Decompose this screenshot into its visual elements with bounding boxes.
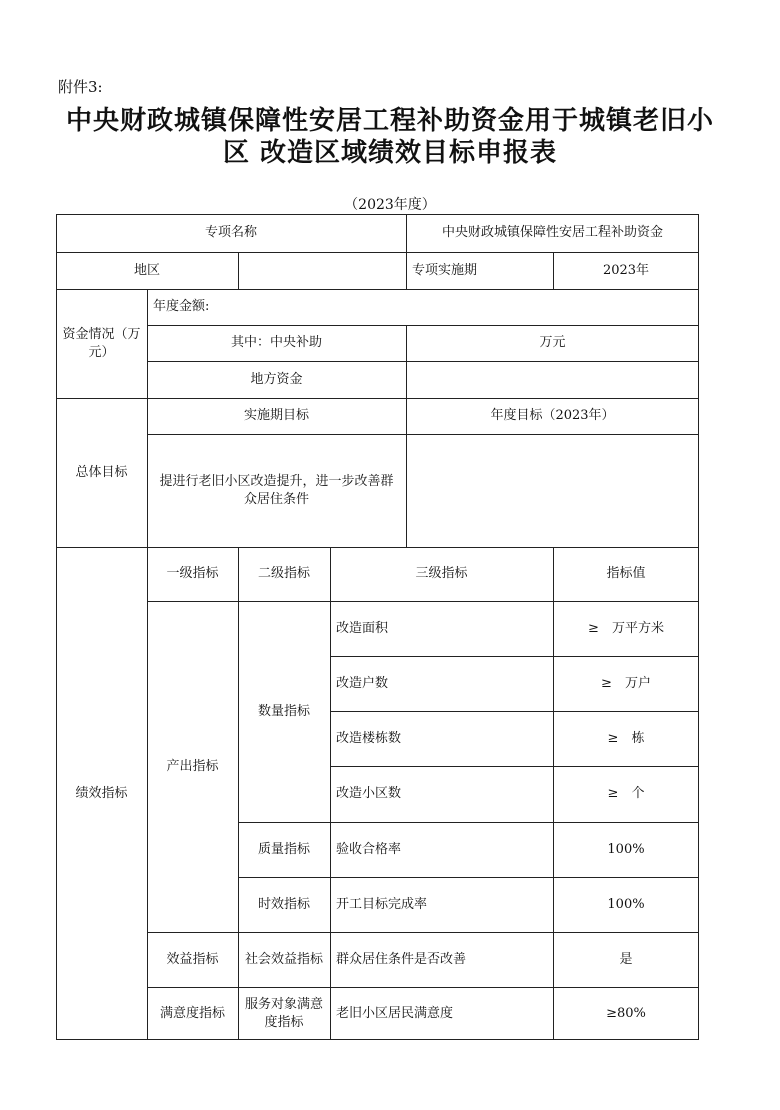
- indicator-value: 100%: [607, 896, 645, 912]
- period-goal-text: 提进行老旧小区改造提升，进一步改善群众居住条件: [159, 473, 394, 507]
- central-subsidy-label: 其中：中央补助: [230, 335, 322, 351]
- annual-amount-label: 年度金额:: [153, 299, 210, 315]
- project-name-label: 专项名称: [204, 225, 257, 241]
- indicator-name: 改造小区数: [336, 786, 402, 802]
- central-subsidy-unit: 万元: [539, 335, 566, 351]
- indicator-name: 老旧小区居民满意度: [336, 1005, 454, 1021]
- indicator-value: ≥ 万平方米: [588, 620, 664, 636]
- indicator-name: 群众居住条件是否改善: [336, 951, 467, 967]
- header-level-2: 二级指标: [257, 566, 310, 582]
- indicator-value: ≥80%: [606, 1005, 646, 1021]
- year-label: （2023年度）: [344, 197, 436, 213]
- quality-indicator-label: 质量指标: [257, 841, 310, 857]
- benefit-indicator-label: 效益指标: [166, 951, 219, 967]
- region-value: [238, 252, 406, 289]
- region-label: 地区: [133, 262, 160, 278]
- attachment-label: 附件3:: [58, 78, 103, 96]
- output-indicator-label: 产出指标: [166, 758, 219, 774]
- local-funds-value: [406, 361, 699, 398]
- indicator-value: ≥ 万户: [601, 675, 651, 691]
- overall-goal-label: 总体目标: [75, 464, 128, 480]
- local-funds-label: 地方资金: [250, 371, 303, 387]
- header-level-3: 三级指标: [415, 566, 468, 582]
- period-label: 专项实施期: [412, 262, 478, 278]
- service-satisfaction-indicator-label: 服务对象满意度指标: [244, 996, 323, 1030]
- header-value: 指标值: [606, 566, 646, 582]
- annual-goal-header: 年度目标（2023年）: [490, 408, 615, 424]
- funds-label: 资金情况（万元）: [62, 326, 141, 360]
- document-title-line-2: 区 改造区域绩效目标申报表: [222, 138, 558, 168]
- quantity-indicator-label: 数量指标: [257, 703, 310, 719]
- social-benefit-indicator-label: 社会效益指标: [244, 951, 323, 967]
- indicator-value: 是: [619, 951, 633, 967]
- indicator-name: 改造面积: [336, 620, 389, 636]
- indicator-name: 改造楼栋数: [336, 730, 402, 746]
- timeliness-indicator-label: 时效指标: [257, 896, 310, 912]
- satisfaction-indicator-label: 满意度指标: [159, 1005, 225, 1021]
- period-goal-header: 实施期目标: [243, 408, 309, 424]
- period-value: 2023年: [602, 262, 650, 278]
- indicator-value: ≥ 栋: [607, 730, 645, 746]
- indicator-name: 开工目标完成率: [336, 896, 428, 912]
- indicator-value: ≥ 个: [607, 786, 645, 802]
- annual-goal-text: [406, 434, 699, 547]
- indicator-value: 100%: [607, 841, 645, 857]
- project-name-value: 中央财政城镇保障性安居工程补助资金: [441, 225, 663, 241]
- header-level-1: 一级指标: [166, 566, 219, 582]
- performance-indicator-label: 绩效指标: [75, 785, 128, 801]
- indicator-name: 改造户数: [336, 675, 389, 691]
- indicator-name: 验收合格率: [336, 841, 402, 857]
- document-title-line-1: 中央财政城镇保障性安居工程补助资金用于城镇老旧小: [65, 106, 714, 136]
